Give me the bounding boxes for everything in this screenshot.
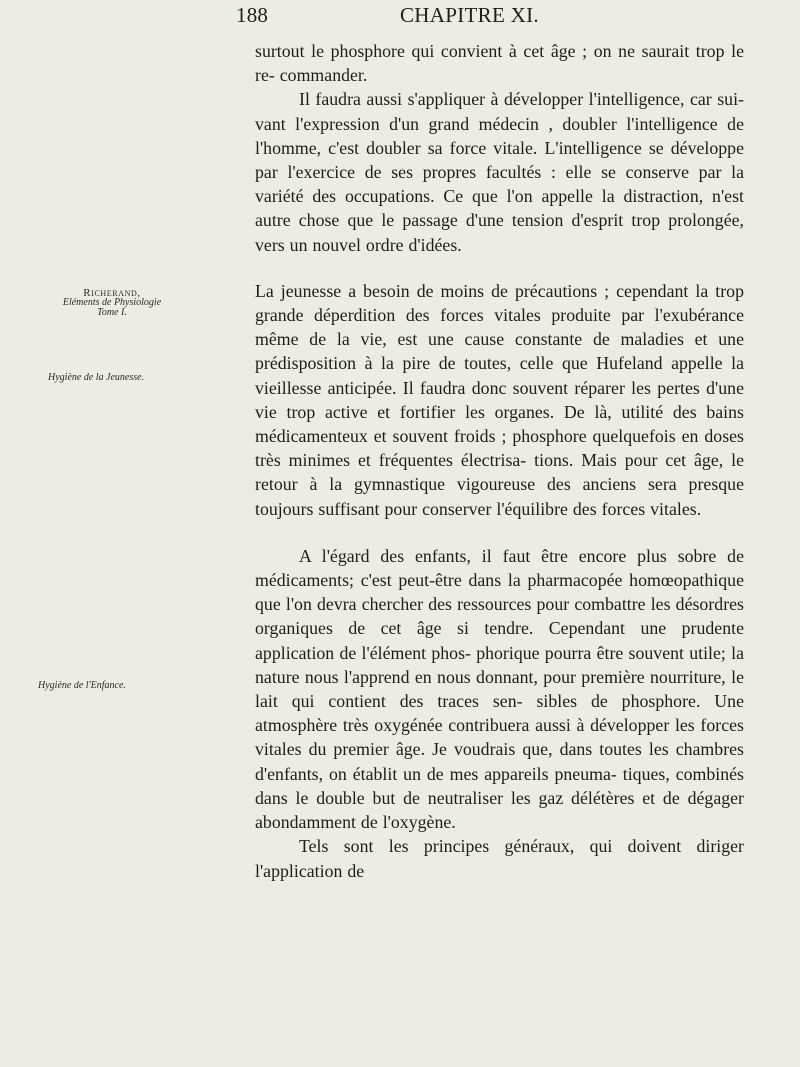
margin-note-reference bbox=[62, 288, 162, 318]
margin-note-childhood-hygiene: Hygiène de l'Enfance. bbox=[38, 680, 126, 691]
paragraph-phosphore: surtout le phosphore qui convient à cet âge ; on ne saurait trop le re- commander. bbox=[255, 41, 744, 86]
paragraph-general-principles: Tels sont les principes généraux, qui doivent diriger l'application de bbox=[255, 836, 744, 881]
paragraph-children: A l'égard des enfants, il faut être encore plus sobre de médicaments; c'est peut-être dans la pharmacopée homœopathique que l'on devra chercher des ressources pour combattre les désordres organiques de cet âge si tendre. Cependant une prudente application de l'élément phos- phorique pourra être souvent utile; la nature nous l'apprend en nous donnant, pour première nourriture, le lait qui contient des traces sen- sibles de phosphore. Une atmosphère très oxygénée contribuera aussi à développer les forces vitales du premier âge. Je voudrais que, dans toutes les chambres d'enfants, on établit un de mes appareils pneuma- tiques, combinés dans le double but de neutraliser les gaz délétères et de dégager abondamment de l'oxygène. bbox=[255, 545, 744, 833]
main-text bbox=[255, 39, 744, 883]
reference-volume: Tome I. bbox=[97, 307, 127, 318]
marginal-notes bbox=[0, 0, 220, 1067]
chapter-title: CHAPITRE XI. bbox=[400, 3, 539, 27]
reference-author: Richerand, bbox=[83, 287, 141, 299]
page-number: 188 bbox=[236, 3, 269, 27]
reference-title: Eléments de Physiologie bbox=[62, 297, 162, 308]
margin-note-youth-hygiene: Hygiène de la Jeunesse. bbox=[48, 372, 145, 383]
paragraph-youth: La jeunesse a besoin de moins de précautions ; cependant la trop grande déperdition des forces vitales produite par l'exubérance même de la vie, est une cause constante de maladies et une prédisposition à la pire de toutes, celle que Hufeland appelle la vieillesse anticipée. Il faudra donc souvent réparer les pertes d'une vie trop active et fortifier les organes. De là, utilité des bains médicamenteux et souvent froids ; phosphore quelquefois en doses très minimes et fréquentes électrisa- tions. Mais pour cet âge, le retour à la gymnastique vigoureuse des anciens sera presque toujours suffisant pour conserver l'équilibre des forces vitales. bbox=[255, 280, 744, 519]
paragraph-intelligence: Il faudra aussi s'appliquer à développer l'intelligence, car sui- vant l'expression d'un grand médecin , doubler l'intelligence de l'homme, c'est doubler sa force vitale. L'intelligence se développe par l'exercice de ses propres facultés : elle se conserve par la variété des occupations. Ce que l'on appelle la distraction, n'est autre chose que le passage d'une tension d'esprit trop prolongée, vers un nouvel ordre d'idées. bbox=[255, 89, 744, 255]
